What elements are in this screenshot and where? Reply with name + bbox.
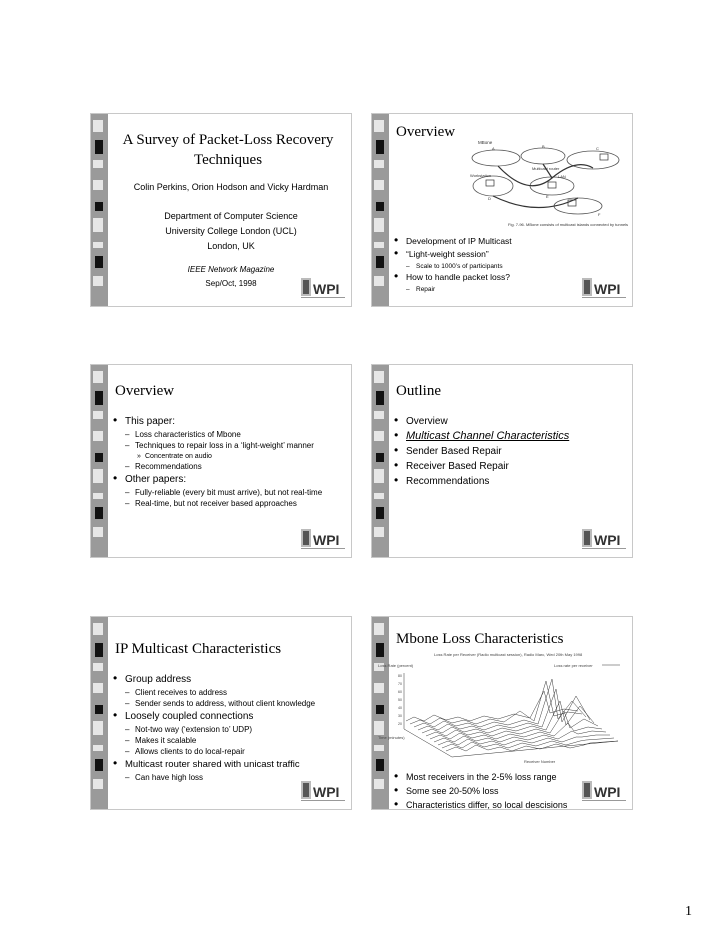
svg-text:A: A: [492, 146, 495, 151]
slide-outline: [371, 364, 633, 558]
slide-title-text: Overview: [396, 124, 456, 140]
svg-text:WPI: WPI: [313, 784, 340, 800]
department: Department of Computer Science: [164, 211, 298, 221]
sub-bullet: – Sender sends to address, without client knowledge: [113, 699, 343, 709]
sub-bullet: – Client receives to address: [113, 688, 343, 698]
slide-title: [90, 113, 352, 307]
sub-bullet: – Allows clients to do local-repair: [113, 747, 343, 757]
sub-sub-bullet: » Concentrate on audio: [113, 452, 343, 461]
decorative-stripe: [91, 617, 108, 809]
svg-text:MBone: MBone: [478, 140, 493, 145]
outline-item: • Sender Based Repair: [394, 445, 624, 458]
sub-bullet: – Not-two way (‘extension to’ UDP): [113, 725, 343, 735]
slide-title-text: IP Multicast Characteristics: [115, 641, 282, 657]
wpi-logo: [582, 278, 626, 300]
svg-text:WPI: WPI: [594, 281, 621, 297]
svg-text:D: D: [488, 196, 491, 201]
decorative-stripe: [91, 114, 108, 306]
sub-bullet: – Loss characteristics of Mbone: [113, 430, 343, 440]
wpi-logo: [301, 781, 345, 803]
svg-text:Loss Rate (percent): Loss Rate (percent): [378, 663, 414, 668]
sub-bullet: – Scale to 1000’s of participants: [394, 262, 624, 271]
slide-overview-2: [90, 364, 352, 558]
outline-item: • Receiver Based Repair: [394, 460, 624, 473]
svg-text:50: 50: [398, 698, 402, 702]
slide-overview-1: [371, 113, 633, 307]
bullet: • Group address: [113, 673, 343, 686]
svg-text:F: F: [598, 212, 601, 217]
wpi-logo: [301, 278, 345, 300]
slide-title-text: Mbone Loss Characteristics: [396, 631, 564, 647]
bullet: • How to handle packet loss?: [394, 272, 624, 283]
slide-ip-multicast: [90, 616, 352, 810]
sub-bullet: – Makes it scalable: [113, 736, 343, 746]
sub-bullet: – Repair: [394, 285, 624, 294]
sub-bullet: – Real-time, but not receiver based approaches: [113, 499, 343, 509]
sub-bullet: – Can have high loss: [113, 773, 343, 783]
bullet: • “Light-weight session”: [394, 249, 624, 260]
university: University College London (UCL): [165, 226, 297, 236]
sub-bullet: – Fully-reliable (every bit must arrive), but not real-time: [113, 488, 343, 498]
svg-text:E: E: [546, 194, 549, 199]
slide-title-text: Outline: [396, 383, 441, 399]
svg-text:Loss Rate per Receiver (Radio: Loss Rate per Receiver (Radio multicast session), Radio Marc, Wed 20th May 1998: [434, 652, 583, 657]
decorative-stripe: [372, 365, 389, 557]
page-number: 1: [685, 904, 692, 919]
svg-text:WPI: WPI: [594, 532, 621, 548]
svg-text:WPI: WPI: [313, 532, 340, 548]
svg-text:Receiver Number: Receiver Number: [524, 759, 556, 764]
wpi-logo: [301, 529, 345, 551]
bullet: • Other papers:: [113, 473, 343, 486]
bullet: • Some see 20-50% loss: [394, 785, 624, 797]
svg-text:WPI: WPI: [594, 784, 621, 800]
bullet-list: [113, 673, 343, 784]
slide-title-text: A Survey of Packet-Loss Recovery Techniques: [122, 132, 334, 168]
bullet: • Characteristics differ, so local descisions: [394, 799, 624, 810]
publication-date: Sep/Oct, 1998: [205, 279, 257, 288]
bullet-list: [113, 415, 343, 510]
svg-text:Workstation: Workstation: [470, 173, 492, 178]
svg-text:60: 60: [398, 690, 402, 694]
bullet: • Most receivers in the 2-5% loss range: [394, 771, 624, 783]
authors: Colin Perkins, Orion Hodson and Vicky Hardman: [133, 182, 329, 192]
wpi-logo: [582, 529, 626, 551]
svg-text:70: 70: [398, 682, 402, 686]
svg-text:20: 20: [398, 722, 402, 726]
decorative-stripe: [91, 365, 108, 557]
publication: IEEE Network Magazine: [187, 265, 275, 274]
sub-bullet: – Recommendations: [113, 462, 343, 472]
loss-rate-3d-plot: [374, 651, 628, 767]
svg-text:Multicast router: Multicast router: [532, 166, 560, 171]
svg-text:B: B: [542, 144, 545, 149]
bullet: • Development of IP Multicast: [394, 236, 624, 247]
bullet-list: [394, 415, 624, 490]
slide-title-text: Overview: [115, 383, 175, 399]
outline-item: • Overview: [394, 415, 624, 428]
svg-text:80: 80: [398, 674, 402, 678]
decorative-stripe: [372, 114, 389, 306]
svg-text:30: 30: [398, 714, 402, 718]
outline-item-current: • Multicast Channel Characteristics: [394, 430, 624, 443]
svg-text:Fig. 7-96. MBone consists of m: Fig. 7-96. MBone consists of multicast islands connected by tunnels: [508, 222, 628, 227]
bullet: • This paper:: [113, 415, 343, 428]
svg-text:C: C: [596, 146, 599, 151]
svg-text:Loss rate per receiver: Loss rate per receiver: [554, 663, 593, 668]
sub-bullet: – Techniques to repair loss in a ‘light-weight’ manner: [113, 441, 343, 451]
outline-item: • Recommendations: [394, 475, 624, 488]
svg-text:40: 40: [398, 706, 402, 710]
location: London, UK: [207, 241, 255, 251]
bullet: • Loosely coupled connections: [113, 710, 343, 723]
bullet: • Multicast router shared with unicast traffic: [113, 758, 343, 771]
svg-text:WPI: WPI: [313, 281, 340, 297]
wpi-logo: [582, 781, 626, 803]
mbone-network-figure: [468, 138, 628, 228]
svg-text:LAN: LAN: [558, 174, 566, 179]
slide-mbone-loss: [371, 616, 633, 810]
svg-text:Time (minutes): Time (minutes): [378, 735, 405, 740]
